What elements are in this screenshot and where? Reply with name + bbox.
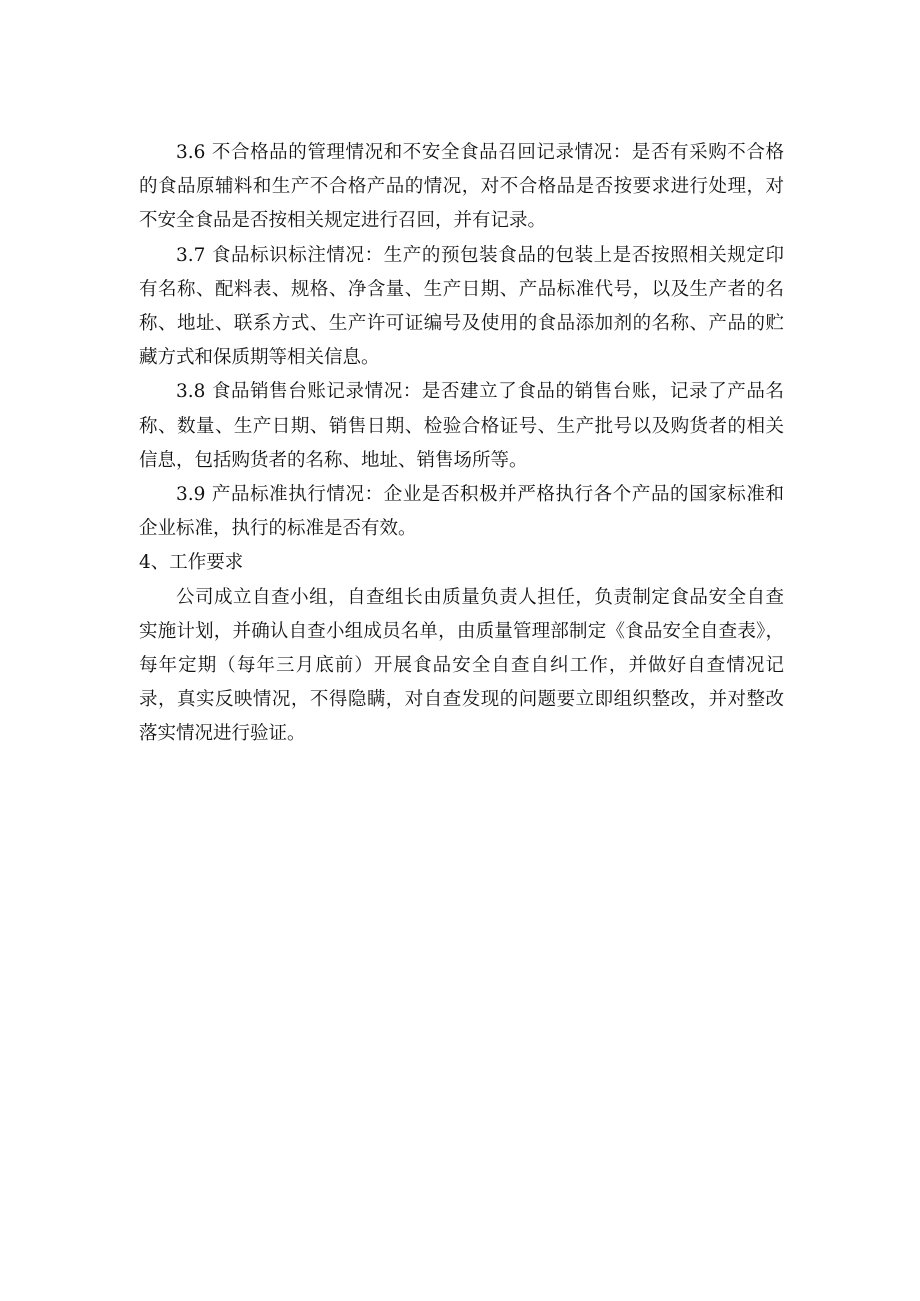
document-body	[139, 136, 784, 752]
paragraph-3-8: 3.8 食品销售台账记录情况：是否建立了食品的销售台账，记录了产品名称、数量、生产日期、销售日期、检验合格证号、生产批号以及购货者的相关信息，包括购货者的名称、地址、销售场所等。	[139, 381, 784, 471]
paragraph-3-9: 3.9 产品标准执行情况：企业是否积极并严格执行各个产品的国家标准和企业标准，执行的标准是否有效。	[139, 484, 784, 540]
paragraph-3-7: 3.7 食品标识标注情况：生产的预包装食品的包装上是否按照相关规定印有名称、配料表、规格、净含量、生产日期、产品标准代号，以及生产者的名称、地址、联系方式、生产许可证编号及使用的食品添加剂的名称、产品的贮藏方式和保质期等相关信息。	[139, 244, 784, 369]
paragraph-3-6: 3.6 不合格品的管理情况和不安全食品召回记录情况：是否有采购不合格的食品原辅料和生产不合格产品的情况，对不合格品是否按要求进行处理，对不安全食品是否按相关规定进行召回，并有记录。	[139, 142, 784, 232]
section-heading-work-requirements: 4、工作要求	[139, 552, 244, 574]
paragraph-work-requirements: 公司成立自查小组，自查组长由质量负责人担任，负责制定食品安全自查实施计划，并确认自查小组成员名单，由质量管理部制定《食品安全自查表》，每年定期（每年三月底前）开展食品安全自查自纠工作，并做好自查情况记录，真实反映情况，不得隐瞒，对自查发现的问题要立即组织整改，并对整改落实情况进行验证。	[139, 586, 784, 745]
